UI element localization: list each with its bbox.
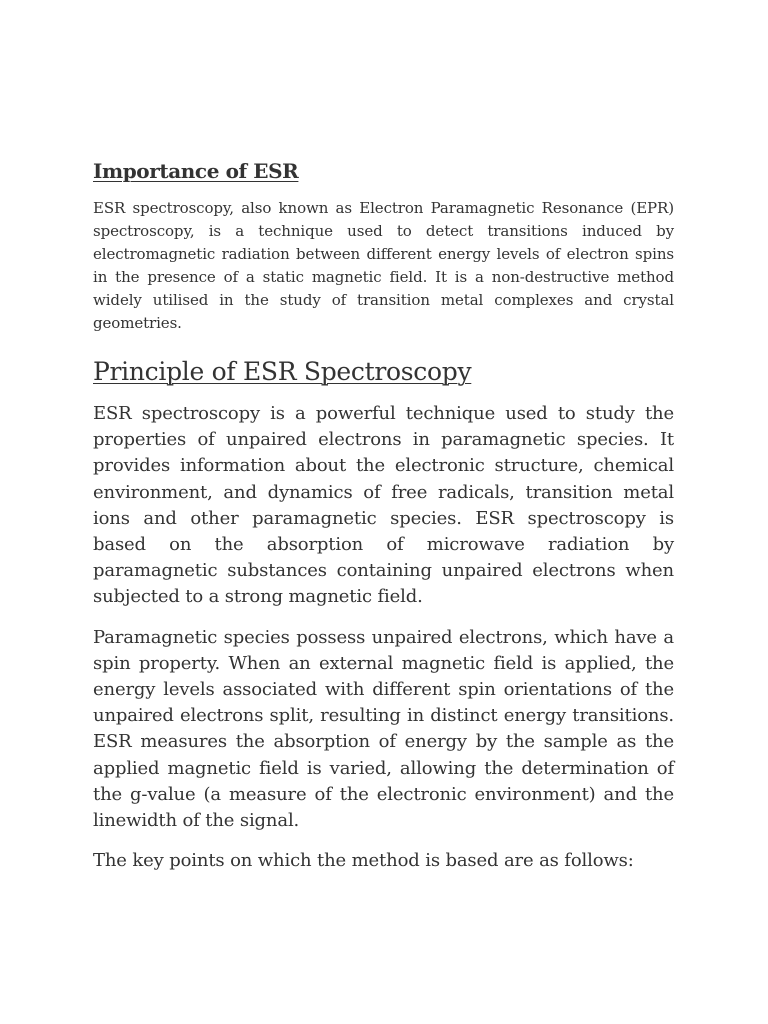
section-heading-principle: Principle of ESR Spectroscopy (93, 357, 472, 386)
section-heading-importance: Importance of ESR (93, 159, 299, 183)
principle-paragraph-3: The key points on which the method is based are as follows: (93, 850, 634, 872)
importance-paragraph: ESR spectroscopy, also known as Electron Paramagnetic Resonance (EPR) spectroscopy, is a technique used to detect transitions induced by electromagnetic radiation between different energy levels of electron spins in the presence of a static magnetic field. It is a non-destructive method widely utilised in the study of transition metal complexes and crystal geometries. (93, 199, 674, 332)
principle-paragraph-1: ESR spectroscopy is a powerful technique used to study the properties of unpaired electrons in paramagnetic species. It provides information about the electronic structure, chemical environment, and dynamics of free radicals, transition metal ions and other paramagnetic species. ESR spectroscopy is based on the absorption of microwave radiation by paramagnetic substances containing unpaired electrons when subjected to a strong magnetic field. (93, 403, 674, 608)
document-content (93, 157, 674, 874)
principle-paragraph-2: Paramagnetic species possess unpaired electrons, which have a spin property. When an external magnetic field is applied, the energy levels associated with different spin orientations of the unpaired electrons split, resulting in distinct energy transitions. ESR measures the absorption of energy by the sample as the applied magnetic field is varied, allowing the determination of the g-value (a measure of the electronic environment) and the linewidth of the signal. (93, 626, 674, 832)
